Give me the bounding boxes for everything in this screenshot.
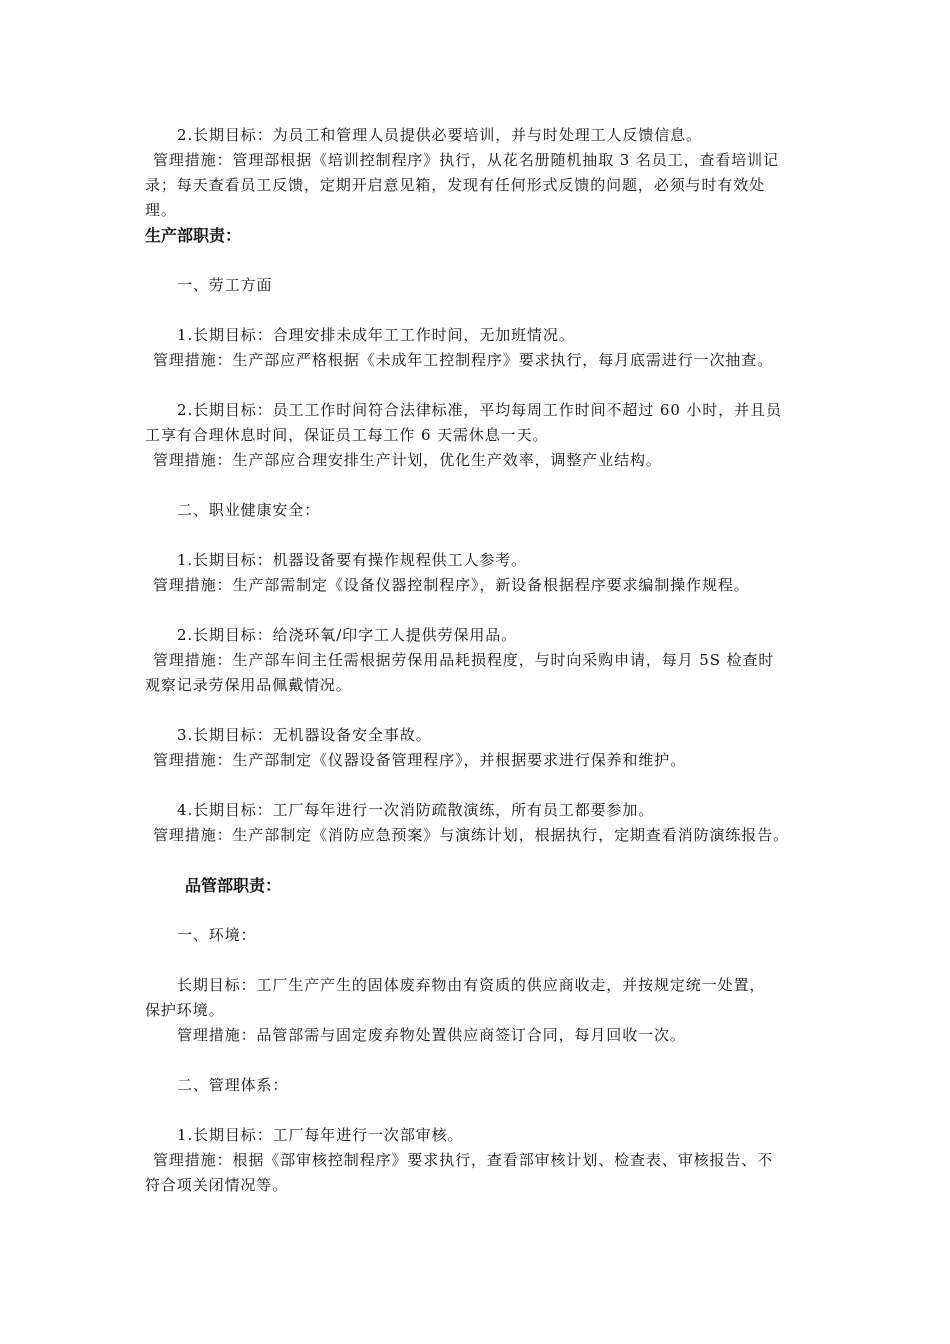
safety-measure-4: 管理措施：生产部制定《消防应急预案》与演练计划，根据执行，定期查看消防演练报告。 bbox=[153, 826, 790, 844]
safety-measure-2-line-2: 观察记录劳保用品佩戴情况。 bbox=[145, 676, 352, 694]
safety-measure-3: 管理措施：生产部制定《仪器设备管理程序》，并根据要求进行保养和维护。 bbox=[153, 751, 687, 769]
intro-measure-line-1: 管理措施：管理部根据《培训控制程序》执行，从花名册随机抽取 3 名员工，查看培训记 bbox=[153, 151, 779, 169]
labor-goal-2-line-1: 2.长期目标：员工工作时间符合法律标准，平均每周工作时间不超过 60 小时，并且员 bbox=[177, 401, 782, 419]
env-goal-line-2: 保护环境。 bbox=[145, 1001, 225, 1019]
safety-goal-3: 3.长期目标：无机器设备安全事故。 bbox=[177, 726, 432, 744]
safety-goal-4: 4.长期目标：工厂每年进行一次消防疏散演练，所有员工都要参加。 bbox=[177, 801, 655, 819]
production-dept-title: 生产部职责： bbox=[145, 226, 242, 245]
safety-measure-2-line-1: 管理措施：生产部车间主任需根据劳保用品耗损程度，与时向采购申请，每月 5S 检查时 bbox=[153, 651, 775, 669]
labor-measure-2: 管理措施：生产部应合理安排生产计划，优化生产效率，调整产业结构。 bbox=[153, 451, 662, 469]
quality-dept-title: 品管部职责： bbox=[185, 876, 282, 895]
env-goal-line-1: 长期目标：工厂生产产生的固体废弃物由有资质的供应商收走，并按规定统一处置， bbox=[177, 976, 766, 994]
system-heading: 二、管理体系： bbox=[177, 1076, 289, 1094]
system-measure-1-line-2: 符合项关闭情况等。 bbox=[145, 1176, 289, 1194]
intro-measure-line-3: 理。 bbox=[145, 201, 177, 219]
safety-heading: 二、职业健康安全： bbox=[177, 501, 321, 519]
env-measure: 管理措施：品管部需与固定废弃物处置供应商签订合同，每月回收一次。 bbox=[177, 1026, 686, 1044]
labor-measure-1: 管理措施：生产部应严格根据《未成年工控制程序》要求执行，每月底需进行一次抽查。 bbox=[153, 351, 774, 369]
labor-goal-1: 1.长期目标：合理安排未成年工工作时间，无加班情况。 bbox=[177, 326, 575, 344]
intro-measure-line-2: 录；每天查看员工反馈，定期开启意见箱，发现有任何形式反馈的问题，必须与时有效处 bbox=[145, 176, 766, 194]
safety-measure-1: 管理措施：生产部需制定《设备仪器控制程序》，新设备根据程序要求编制操作规程。 bbox=[153, 576, 750, 594]
system-goal-1: 1.长期目标：工厂每年进行一次部审核。 bbox=[177, 1126, 464, 1144]
intro-goal-2: 2.长期目标：为员工和管理人员提供必要培训，并与时处理工人反馈信息。 bbox=[177, 126, 702, 144]
labor-goal-2-line-2: 工享有合理休息时间，保证员工每工作 6 天需休息一天。 bbox=[145, 426, 549, 444]
system-measure-1-line-1: 管理措施：根据《部审核控制程序》要求执行，查看部审核计划、检查表、审核报告、不 bbox=[153, 1151, 774, 1169]
safety-goal-2: 2.长期目标：给浇环氧/印字工人提供劳保用品。 bbox=[177, 626, 518, 644]
labor-heading: 一、劳工方面 bbox=[177, 276, 273, 294]
safety-goal-1: 1.长期目标：机器设备要有操作规程供工人参考。 bbox=[177, 551, 528, 569]
env-heading: 一、环境： bbox=[177, 926, 257, 944]
